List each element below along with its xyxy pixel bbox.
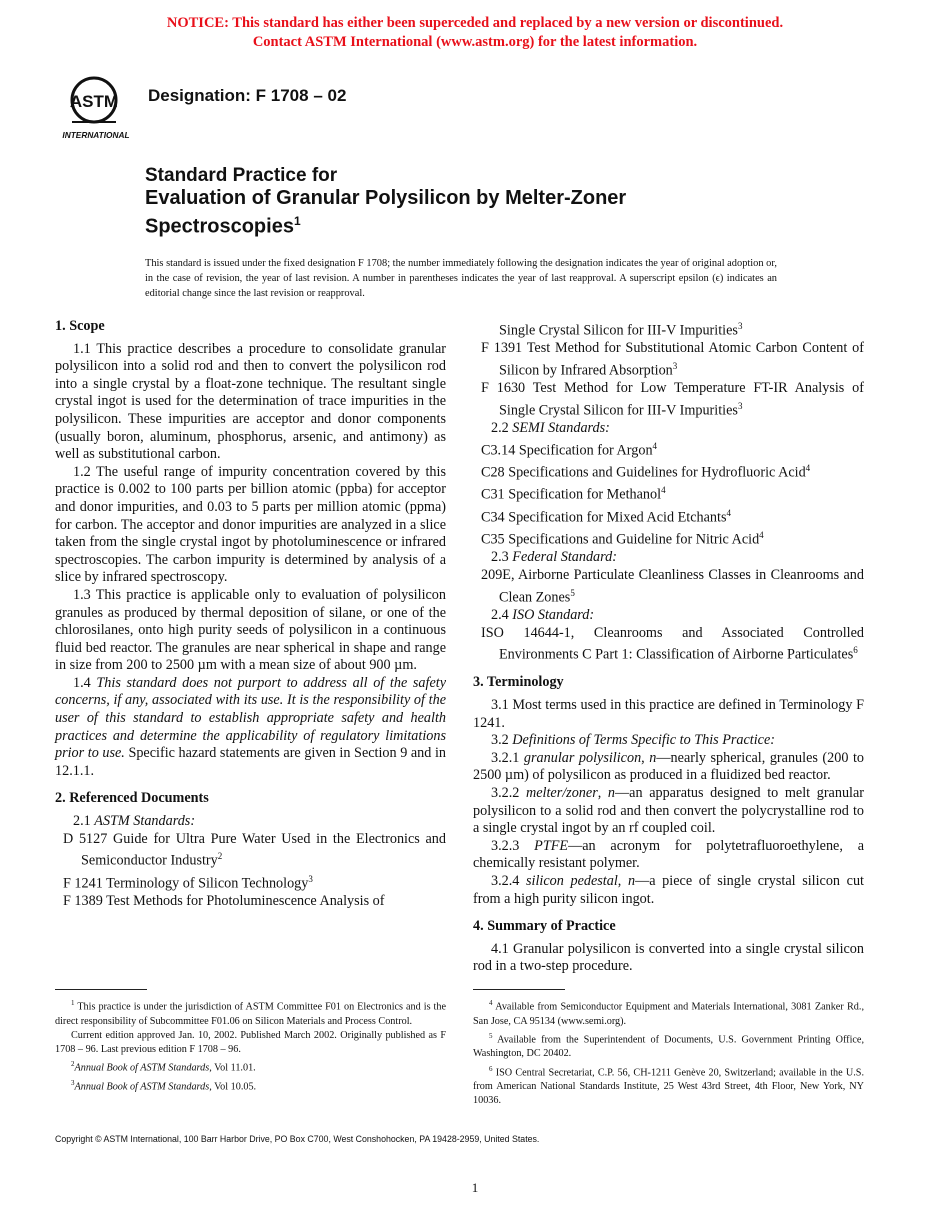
footnote-1 — [55, 996, 446, 1029]
ref-f1241-footnote-mark: 3 — [308, 873, 313, 884]
section-3-1: 3.1 Most terms used in this practice are defined in Terminology F 1241. — [473, 697, 864, 731]
title-footnote-mark: 1 — [293, 214, 301, 228]
ref-iso-14644-text: ISO 14644-1, Cleanrooms and Associated Controlled Environments C Part 1: Classification of Airborne Particulates — [481, 624, 864, 663]
section-3-2-1-number: 3.2.1 — [491, 749, 524, 766]
document-title — [145, 165, 626, 239]
right-column — [473, 318, 864, 976]
page-number: 1 — [471, 1180, 479, 1195]
footnote-2-tail: Vol 11.01. — [211, 1062, 256, 1074]
terminology-heading: 3. Terminology — [473, 674, 564, 691]
notice-line-2: Contact ASTM International (www.astm.org) for the latest information. — [252, 34, 698, 50]
ref-c3-14-footnote-mark: 4 — [652, 440, 658, 451]
section-2-3-number: 2.3 — [491, 549, 513, 566]
ref-c3-14-text: C3.14 Specification for Argon — [481, 442, 653, 459]
ref-c34-text: C34 Specification for Mixed Acid Etchants — [481, 509, 727, 526]
ref-c31-text: C31 Specification for Methanol — [481, 487, 662, 504]
footnote-rule-right — [473, 989, 565, 990]
section-3-2-number: 3.2 — [491, 732, 513, 749]
section-3-2-3-number: 3.2.3 — [491, 837, 535, 854]
term-melter-zoner-pos: n — [607, 785, 615, 801]
referenced-documents-heading: 2. Referenced Documents — [55, 790, 209, 807]
section-2-2 — [473, 420, 864, 438]
footnote-2 — [55, 1057, 446, 1076]
section-1-4-number: 1.4 — [73, 674, 97, 691]
ref-d5127-text: D 5127 Guide for Ultra Pure Water Used in the Electronics and Semiconductor Industry — [63, 830, 446, 869]
section-3-2-4: 3.2.4 silicon pedestal, n—a piece of single crystal silicon cut from a high purity silicon ingot. — [473, 872, 864, 907]
ref-f1391 — [473, 340, 864, 380]
term-granular-polysilicon-definition: —nearly spherical, granules (200 to 2500 µm) of polysilicon as produced in a fluidized bed reactor. — [473, 749, 865, 784]
footnote-5-mark: 5 — [489, 1031, 493, 1040]
section-3-2-title: Definitions of Terms Specific to This Practice: — [512, 732, 775, 749]
copyright-line: Copyright © ASTM International, 100 Barr Harbor Drive, PO Box C700, West Conshohocken, PA 19428-2959, United States. — [55, 1134, 540, 1144]
ref-f1391-footnote-mark: 3 — [672, 360, 678, 371]
ref-iso-14644-footnote-mark: 6 — [853, 645, 858, 656]
ref-f1389-continued-text: Single Crystal Silicon for III-V Impurities — [499, 322, 738, 339]
scope-heading: 1. Scope — [55, 318, 105, 334]
designation: Designation: F 1708 – 02 — [148, 86, 347, 105]
section-1-1: 1.1 This practice describes a procedure to consolidate granular polysilicon into a solid rod and then to convert the polysilicon rod into a single crystal by a float-zone technique. The resultant single crystal ingot is used for the determination of trace impurities in the polysilicon. These impurities are acceptor and donor components (usually boron, aluminum, phosphorus, arsenic, and antimony) as well as substitutional carbon. — [55, 340, 446, 463]
section-2-4-title: ISO Standard: — [512, 606, 595, 623]
issuance-statement: This standard is issued under the fixed designation F 1708; the number immediately following the designation indicates the year of original adoption or, in the case of revision, the year of last revision. A number in parentheses indicates the year of last reapproval. A superscript epsilon (ϵ) indicates an editorial change since the last revision or reapproval. — [145, 258, 777, 299]
ref-f1389-text: F 1389 Test Methods for Photoluminescence Analysis of — [63, 892, 385, 909]
ref-d5127 — [55, 831, 446, 871]
ref-fed-209e — [473, 567, 864, 607]
footnote-5-text: Available from the Superintendent of Documents, U.S. Government Printing Office, Washington, DC 20402. — [473, 1034, 864, 1060]
ref-c31 — [473, 482, 864, 504]
footnote-1-text: This practice is under the jurisdiction of ASTM Committee F01 on Electronics and is the direct responsibility of Subcommittee F01.06 on Silicon Materials and Process Control. — [55, 1001, 446, 1027]
footnote-4-text: Available from Semiconductor Equipment and Materials International, 3081 Zanker Rd., San Jose, CA 95134 (www.semi.org). — [473, 1001, 864, 1027]
section-1-2: 1.2 The useful range of impurity concentration covered by this practice is 0.002 to 100 parts per billion atomic (ppba) for acceptor and donor impurities, and 0.03 to 5 parts per million atomic (ppma) for carbon. The acceptor and donor impurities are analyzed in a slice taken from the single crystal ingot by photoluminescence or infrared spectroscopies. The carbon impurity is determined by analysis of a slice by infrared spectroscopy. — [55, 463, 446, 586]
section-4-1: 4.1 Granular polysilicon is converted into a single crystal silicon rod in a two-step procedure. — [473, 940, 864, 975]
ref-c35 — [473, 527, 864, 549]
footnote-4 — [473, 996, 864, 1029]
ref-d5127-footnote-mark: 2 — [217, 851, 223, 862]
section-3-2 — [473, 732, 864, 750]
footnote-rule-left — [55, 989, 147, 990]
footnote-1-mark: 1 — [71, 999, 75, 1007]
section-1-3: 1.3 This practice is applicable only to evaluation of polysilicon granules as produced by thermal deposition of silane, or one of the chlorosilanes, onto high purity seeds of polysilicon in a continuous fluid bed reactor. The granules are near spherical in shape and range in size from 200 to 2500 µm with a mean size of about 900 µm. — [55, 586, 446, 674]
left-column — [55, 318, 446, 910]
term-silicon-pedestal-definition: —a piece of single crystal silicon cut from a high purity silicon ingot. — [473, 872, 864, 907]
notice-line-1: NOTICE: This standard has either been superceded and replaced by a new version or discontinued. — [166, 15, 784, 31]
footnote-2-mark: 2 — [71, 1060, 75, 1069]
ref-fed-209e-footnote-mark: 5 — [570, 587, 575, 598]
footnotes-right — [473, 996, 864, 1109]
supersession-notice — [0, 14, 950, 52]
ref-f1389 — [55, 893, 446, 911]
footnote-3-mark: 3 — [71, 1078, 75, 1087]
footnote-6-mark: 6 — [489, 1064, 493, 1073]
section-2-2-title: SEMI Standards: — [512, 420, 610, 437]
term-melter-zoner: melter/zoner — [526, 785, 598, 801]
footnote-6-text: ISO Central Secretariat, C.P. 56, CH-1211 Genève 20, Switzerland; available in the U.S. from American National Standards Institute, 25 West 43rd Street, 4th Floor, New York, NY 10036. — [473, 1066, 864, 1107]
section-2-3-title: Federal Standard: — [512, 549, 617, 566]
ref-f1630-footnote-mark: 3 — [737, 400, 743, 411]
footnote-3 — [55, 1076, 446, 1095]
logo-letters: ASTM — [69, 92, 119, 111]
ref-fed-209e-text: 209E, Airborne Particulate Cleanliness Classes in Cleanrooms and Clean Zones — [481, 567, 864, 606]
ref-f1630-text: F 1630 Test Method for Low Temperature FT-IR Analysis of Single Crystal Silicon for III-V Impurities — [481, 380, 864, 419]
section-3-2-1: 3.2.1 granular polysilicon, n—nearly spherical, granules (200 to 2500 µm) of polysilicon as produced in a fluidized bed reactor. — [473, 749, 865, 784]
section-1-4 — [55, 675, 446, 781]
section-2-1-title: ASTM Standards: — [94, 813, 196, 830]
ref-c3-14 — [473, 438, 864, 460]
logo-subtext: INTERNATIONAL — [62, 130, 130, 140]
term-silicon-pedestal-pos: n — [627, 872, 636, 889]
ref-c28-footnote-mark: 4 — [805, 463, 811, 474]
section-2-2-number: 2.2 — [491, 420, 513, 437]
ref-c35-text: C35 Specifications and Guideline for Nitric Acid — [481, 531, 760, 548]
term-ptfe-definition: —an acronym for polytetrafluoroethylene, a chemically resistant polymer. — [473, 837, 864, 872]
ref-c28 — [473, 460, 864, 482]
summary-heading: 4. Summary of Practice — [473, 918, 616, 935]
section-2-1 — [55, 813, 446, 831]
term-granular-polysilicon-pos: n — [649, 749, 657, 766]
section-3-2-3 — [473, 838, 864, 873]
term-melter-zoner-definition: —an apparatus designed to melt granular polysilicon to a solid rod and then convert the polycrystalline rod to a single crystal ingot by an rf coupled coil. — [473, 785, 864, 837]
title-line-3-text: Spectroscopies — [145, 215, 294, 238]
footnote-3-tail: Vol 10.05. — [211, 1081, 257, 1093]
ref-c34 — [473, 505, 864, 527]
footnote-4-mark: 4 — [489, 999, 493, 1007]
footnote-5 — [473, 1029, 864, 1062]
term-ptfe: PTFE — [534, 837, 569, 854]
ref-c28-text: C28 Specifications and Guidelines for Hydrofluoric Acid — [481, 464, 806, 481]
ref-f1391-text: F 1391 Test Method for Substitutional Atomic Carbon Content of Silicon by Infrared Absorption — [481, 340, 864, 379]
footnote-3-italic: Annual Book of ASTM Standards, — [74, 1081, 212, 1093]
section-2-1-number: 2.1 — [73, 813, 95, 830]
section-3-2-2: 3.2.2 melter/zoner, n—an apparatus designed to melt granular polysilicon to a solid rod and then convert the polycrystalline rod to a single crystal ingot by an rf coupled coil. — [473, 785, 864, 837]
footnote-6 — [473, 1062, 864, 1109]
footnote-1b: Current edition approved Jan. 10, 2002. Published March 2002. Originally published as F 1708 – 96. Last previous edition F 1708 – 96. — [55, 1029, 446, 1055]
ref-c34-footnote-mark: 4 — [726, 507, 731, 518]
footnotes-left — [55, 996, 446, 1094]
section-1-4-caveat: This standard does not purport to address all of the safety concerns, if any, associated with its use. It is the responsibility of the user of this standard to establish appropriate safety and health practices and determine the applicability of regulatory limitations prior to use. — [55, 674, 446, 762]
ref-c31-footnote-mark: 4 — [661, 485, 666, 496]
ref-f1389-continued — [473, 318, 864, 340]
section-1-4-tail: Specific hazard statements are given in Section 9 and in 12.1.1. — [55, 745, 447, 779]
section-2-3 — [473, 549, 864, 567]
term-silicon-pedestal: silicon pedestal — [526, 872, 618, 889]
title-line-2: Evaluation of Granular Polysilicon by Melter-Zoner — [145, 187, 627, 209]
ref-f1241-text: F 1241 Terminology of Silicon Technology — [63, 875, 309, 892]
section-3-2-4-number: 3.2.4 — [491, 872, 527, 889]
ref-iso-14644 — [473, 625, 864, 665]
footnote-2-italic: Annual Book of ASTM Standards, — [74, 1062, 212, 1074]
ref-f1241 — [55, 871, 446, 893]
section-2-4-number: 2.4 — [491, 606, 513, 623]
section-2-4 — [473, 607, 864, 625]
title-line-3 — [145, 210, 626, 239]
section-3-2-2-number: 3.2.2 — [491, 785, 526, 801]
astm-logo — [58, 74, 136, 142]
ref-c35-footnote-mark: 4 — [759, 530, 764, 541]
ref-f1389-footnote-mark: 3 — [737, 321, 743, 331]
term-granular-polysilicon: granular polysilicon — [523, 749, 642, 766]
ref-f1630 — [473, 380, 864, 420]
title-line-1: Standard Practice for — [145, 165, 338, 186]
